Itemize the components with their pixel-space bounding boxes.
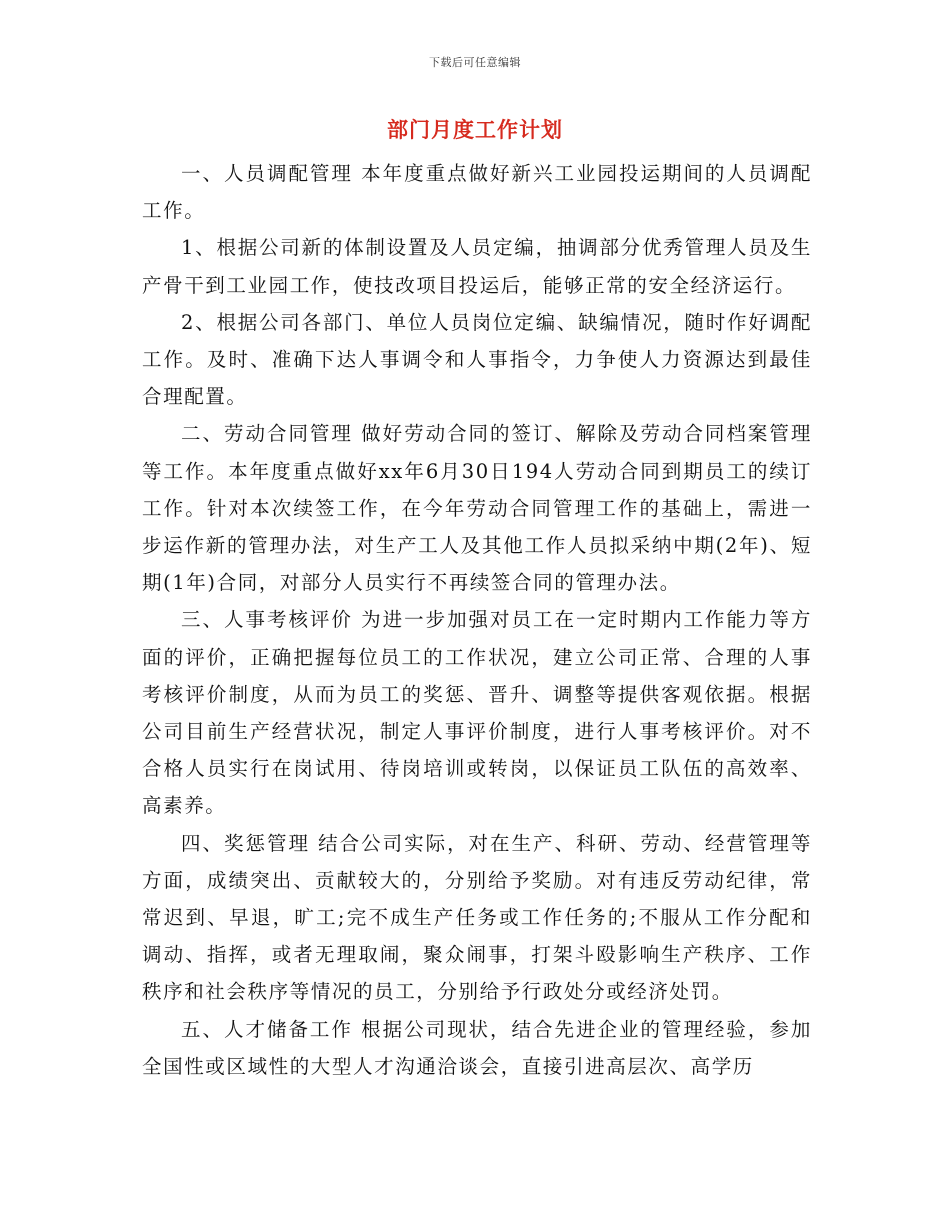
- paragraph-labor-contract: 二、劳动合同管理 做好劳动合同的签订、解除及劳动合同档案管理等工作。本年度重点做好xx年6月30日194人劳动合同到期员工的续订工作。针对本次续签工作，在今年劳动合同管理工作的基础上，需进一步运作新的管理办法，对生产工人及其他工作人员拟采纳中期(2年)、短期(1年)合同，对部分人员实行不再续签合同的管理办法。: [142, 422, 812, 595]
- page-header-note: 下载后可任意编辑: [429, 56, 521, 69]
- paragraph-allocation-item-1: 1、根据公司新的体制设置及人员定编，抽调部分优秀管理人员及生产骨干到工业园工作，使技改项目投运后，能够正常的安全经济运行。: [142, 236, 812, 297]
- document-title: 部门月度工作计划: [387, 118, 563, 142]
- paragraph-rewards-penalties: 四、奖惩管理 结合公司实际，对在生产、科研、劳动、经营管理等方面，成绩突出、贡献较大的，分别给予奖励。对有违反劳动纪律，常常迟到、早退，旷工;完不成生产任务或工作任务的;不服从工作分配和调动、指挥，或者无理取闹，聚众闹事，打架斗殴影响生产秩序、工作秩序和社会秩序等情况的员工，分别给予行政处分或经济处罚。: [142, 831, 812, 1004]
- paragraph-talent-reserve: 五、人才储备工作 根据公司现状，结合先进企业的管理经验，参加全国性或区域性的大型人才沟通洽谈会，直接引进高层次、高学历: [142, 1017, 812, 1078]
- document-body: [142, 155, 812, 1085]
- paragraph-allocation-item-2: 2、根据公司各部门、单位人员岗位定编、缺编情况，随时作好调配工作。及时、准确下达人事调令和人事指令，力争使人力资源达到最佳合理配置。: [142, 310, 812, 409]
- paragraph-performance-evaluation: 三、人事考核评价 为进一步加强对员工在一定时期内工作能力等方面的评价，正确把握每位员工的工作状况，建立公司正常、合理的人事考核评价制度，从而为员工的奖惩、晋升、调整等提供客观依据。根据公司目前生产经营状况，制定人事评价制度，进行人事考核评价。对不合格人员实行在岗试用、待岗培训或转岗，以保证员工队伍的高效率、高素养。: [142, 608, 812, 818]
- paragraph-personnel-allocation: 一、人员调配管理 本年度重点做好新兴工业园投运期间的人员调配工作。: [142, 162, 812, 223]
